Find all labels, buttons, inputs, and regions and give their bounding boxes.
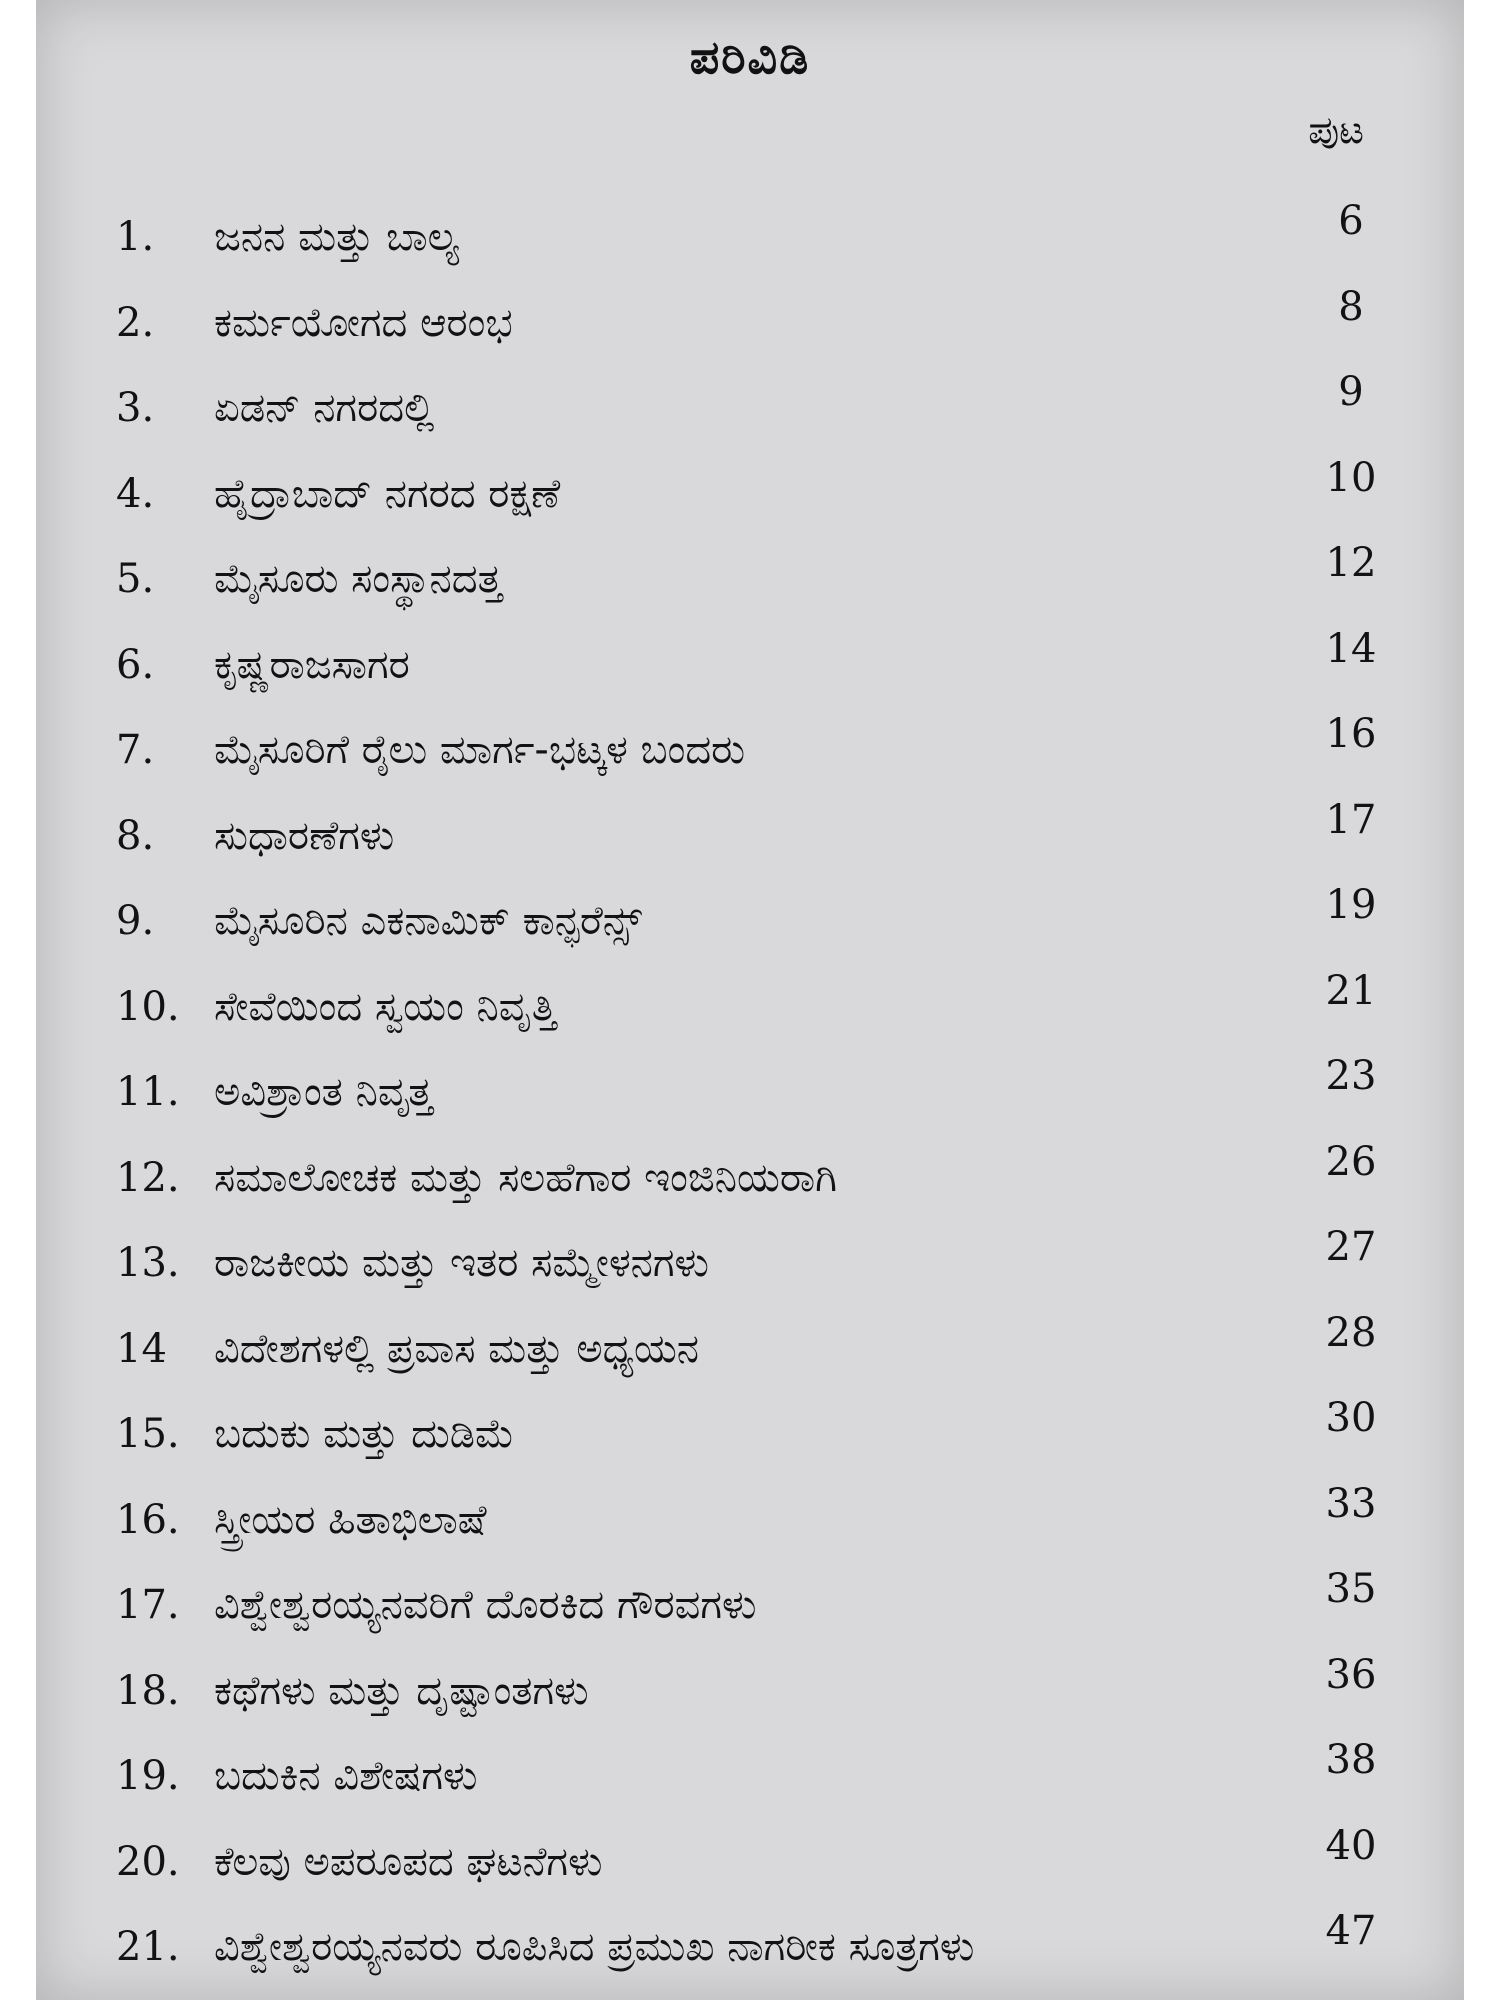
toc-entry-number: 19. xyxy=(116,1753,180,1799)
toc-entry-page: 35 xyxy=(1325,1566,1377,1612)
toc-entry xyxy=(86,625,1396,714)
toc-entry xyxy=(86,1739,1396,1825)
toc-entry xyxy=(86,1651,1396,1740)
toc-entry xyxy=(86,1910,1396,1996)
toc-entry xyxy=(86,1480,1396,1569)
toc-entry xyxy=(86,1055,1396,1141)
toc-entry-page: 10 xyxy=(1325,454,1377,501)
toc-entry-number: 15. xyxy=(116,1411,180,1457)
toc-entry-number: 20. xyxy=(116,1838,180,1885)
toc-entry-page: 47 xyxy=(1325,1908,1377,1954)
toc-entry xyxy=(86,1568,1396,1654)
toc-entry-page: 6 xyxy=(1338,198,1364,244)
toc-entry-title: ಜನನ ಮತ್ತು ಬಾಲ್ಯ xyxy=(214,214,460,260)
toc-entry-number: 11. xyxy=(116,1069,180,1115)
page-column-label: ಪುಟ xyxy=(1308,108,1364,152)
toc-entry-title: ರಾಜಕೀಯ ಮತ್ತು ಇತರ ಸಮ್ಮೇಳನಗಳು xyxy=(214,1240,709,1286)
toc-entry-number: 9. xyxy=(116,898,155,944)
toc-entry-title: ಸಮಾಲೋಚಕ ಮತ್ತು ಸಲಹೆಗಾರ ಇಂಜಿನಿಯರಾಗಿ xyxy=(214,1154,838,1201)
toc-entry xyxy=(86,967,1396,1056)
toc-entry-number: 13. xyxy=(116,1240,180,1286)
toc-entry xyxy=(86,1822,1396,1911)
toc-entry-number: 12. xyxy=(116,1154,180,1201)
toc-entry-number: 14 xyxy=(116,1325,167,1372)
toc-entry-page: 30 xyxy=(1325,1395,1377,1441)
toc-entry-page: 9 xyxy=(1338,369,1364,415)
toc-entry xyxy=(86,1226,1396,1312)
toc-entry xyxy=(86,454,1396,543)
toc-entry-number: 21. xyxy=(116,1924,180,1970)
toc-entry-page: 28 xyxy=(1325,1309,1377,1356)
toc-entry xyxy=(86,713,1396,799)
toc-entry-page: 14 xyxy=(1325,625,1377,672)
toc-entry xyxy=(86,371,1396,457)
toc-entry xyxy=(86,1397,1396,1483)
toc-entry-number: 17. xyxy=(116,1582,180,1628)
toc-entry xyxy=(86,1138,1396,1227)
toc-entry-number: 8. xyxy=(116,812,155,859)
toc-entry-number: 10. xyxy=(116,983,180,1030)
toc-entry-number: 4. xyxy=(116,470,155,517)
toc-entry-title: ಹೈದ್ರಾಬಾದ್ ನಗರದ ರಕ್ಷಣೆ xyxy=(214,470,561,517)
toc-entry-page: 21 xyxy=(1325,967,1377,1014)
toc-entry-page: 38 xyxy=(1325,1737,1377,1783)
toc-entry-title: ಸ್ತ್ರೀಯರ ಹಿತಾಭಿಲಾಷೆ xyxy=(214,1496,487,1543)
toc-entry-number: 3. xyxy=(116,385,155,431)
toc-entry-title: ಸುಧಾರಣೆಗಳು xyxy=(214,812,395,859)
toc-entry-title: ಮೈಸೂರಿಗೆ ರೈಲು ಮಾರ್ಗ-ಭಟ್ಕಳ ಬಂದರು xyxy=(214,727,746,773)
toc-entry-title: ಕೆಲವು ಅಪರೂಪದ ಘಟನೆಗಳು xyxy=(214,1838,603,1885)
toc-entry-page: 16 xyxy=(1325,711,1377,757)
toc-entry-page: 33 xyxy=(1325,1480,1377,1527)
toc-entry-title: ಸೇವೆಯಿಂದ ಸ್ವಯಂ ನಿವೃತ್ತಿ xyxy=(214,983,557,1030)
toc-entry-page: 40 xyxy=(1325,1822,1377,1869)
toc-entry-number: 5. xyxy=(116,556,155,602)
toc-entry-page: 26 xyxy=(1325,1138,1377,1185)
toc-entry-number: 2. xyxy=(116,299,155,346)
toc-entry-title: ಬದುಕಿನ ವಿಶೇಷಗಳು xyxy=(214,1753,478,1799)
toc-entry-page: 8 xyxy=(1338,283,1364,330)
toc-entry-number: 18. xyxy=(116,1667,180,1714)
toc-entry-page: 36 xyxy=(1325,1651,1377,1698)
toc-entry-title: ವಿಶ್ವೇಶ್ವರಯ್ಯನವರು ರೂಪಿಸಿದ ಪ್ರಮುಖ ನಾಗರೀಕ ಸೂತ್ರಗಳು xyxy=(214,1924,975,1970)
toc-entry-title: ಕರ್ಮಯೋಗದ ಆರಂಭ xyxy=(214,299,513,346)
toc-entry xyxy=(86,796,1396,885)
toc-entry xyxy=(86,200,1396,286)
toc-entry-number: 16. xyxy=(116,1496,180,1543)
toc-entry-title: ಕಥೆಗಳು ಮತ್ತು ದೃಷ್ಟಾಂತಗಳು xyxy=(214,1667,589,1714)
toc-entry-page: 19 xyxy=(1325,882,1377,928)
toc-entry-number: 7. xyxy=(116,727,155,773)
toc-entry xyxy=(86,542,1396,628)
toc-entry xyxy=(86,884,1396,970)
toc-entry-page: 27 xyxy=(1325,1224,1377,1270)
toc-entry-title: ಮೈಸೂರು ಸಂಸ್ಥಾನದತ್ತ xyxy=(214,556,503,602)
toc-entry-page: 12 xyxy=(1325,540,1377,586)
toc-entry-title: ಅವಿಶ್ರಾಂತ ನಿವೃತ್ತ xyxy=(214,1069,433,1115)
toc-entry-title: ಮೈಸೂರಿನ ಎಕನಾಮಿಕ್ ಕಾನ್ಫರೆನ್ಸ್ xyxy=(214,898,642,944)
toc-entry-title: ಬದುಕು ಮತ್ತು ದುಡಿಮೆ xyxy=(214,1411,515,1457)
toc-entry-title: ವಿದೇಶಗಳಲ್ಲಿ ಪ್ರವಾಸ ಮತ್ತು ಅಧ್ಯಯನ xyxy=(214,1325,700,1372)
toc-entry-number: 6. xyxy=(116,641,155,688)
page-title: ಪರಿವಿಡಿ xyxy=(689,30,811,84)
toc-entry-page: 17 xyxy=(1325,796,1377,843)
toc-entry-number: 1. xyxy=(116,214,155,260)
book-page xyxy=(36,0,1464,2000)
table-of-contents xyxy=(86,200,1396,1996)
toc-entry-title: ವಿಶ್ವೇಶ್ವರಯ್ಯನವರಿಗೆ ದೊರಕಿದ ಗೌರವಗಳು xyxy=(214,1582,757,1628)
toc-entry xyxy=(86,283,1396,372)
toc-entry xyxy=(86,1309,1396,1398)
toc-entry-title: ಏಡನ್ ನಗರದಲ್ಲಿ xyxy=(214,385,435,431)
toc-entry-title: ಕೃಷ್ಣರಾಜಸಾಗರ xyxy=(214,641,410,688)
toc-entry-page: 23 xyxy=(1325,1053,1377,1099)
